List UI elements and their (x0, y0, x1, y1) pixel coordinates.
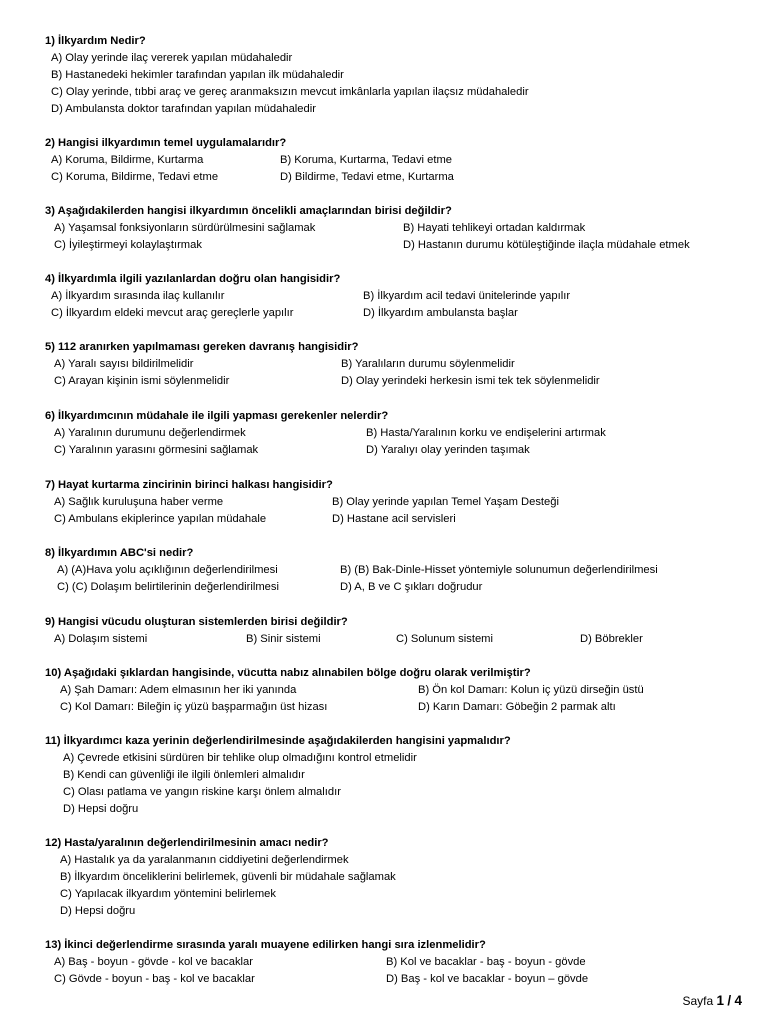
option-c: C) Olası patlama ve yangın riskine karşı önlem almalıdır (63, 786, 341, 798)
option-a: A) Sağlık kuruluşuna haber verme (54, 496, 224, 508)
option-a: A) Yaşamsal fonksiyonların sürdürülmesini sağlamak (54, 222, 316, 234)
option-b: B) Hastanedeki hekimler tarafından yapılan ilk müdahaledir (51, 69, 344, 81)
question-title: 3) Aşağıdakilerden hangisi ilkyardımın öncelikli amaçlarından birisi değildir? (45, 205, 452, 217)
page-number: 1 (716, 993, 725, 1008)
option-a: A) Çevrede etkisini sürdüren bir tehlike olup olmadığını kontrol etmelidir (63, 752, 417, 764)
option-a: A) Hastalık ya da yaralanmanın ciddiyetini değerlendirmek (60, 854, 349, 866)
question-6 (45, 408, 745, 459)
option-b: B) Olay yerinde yapılan Temel Yaşam Desteği (332, 496, 559, 508)
option-b: B) İlkyardım acil tedavi ünitelerinde yapılır (363, 290, 571, 302)
question-title: 4) İlkyardımla ilgili yazılanlardan doğru olan hangisidir? (45, 273, 341, 285)
option-a: A) İlkyardım sırasında ilaç kullanılır (51, 290, 225, 302)
question-title: 5) 112 aranırken yapılmaması gereken davranış hangisidir? (45, 341, 359, 353)
option-c: C) Olay yerinde, tıbbi araç ve gereç aranmaksızın mevcut imkânlarla yapılan ilaçsız müdahaledir (51, 86, 529, 98)
option-a: A) Dolaşım sistemi (54, 633, 148, 645)
option-a: A) Yaralının durumunu değerlendirmek (54, 427, 246, 439)
question-13 (45, 937, 745, 988)
option-d: D) Bildirme, Tedavi etme, Kurtarma (280, 171, 454, 183)
option-c: C) Yaralının yarasını görmesini sağlamak (54, 444, 259, 456)
option-c: C) Yapılacak ilkyardım yöntemini belirlemek (60, 888, 276, 900)
option-a: A) Baş - boyun - gövde - kol ve bacaklar (54, 956, 253, 968)
question-5 (45, 339, 745, 390)
option-a: A) Şah Damarı: Adem elmasının her iki yanında (60, 684, 297, 696)
question-title: 9) Hangisi vücudu oluşturan sistemlerden birisi değildir? (45, 616, 348, 628)
question-9 (45, 614, 745, 648)
question-title: 2) Hangisi ilkyardımın temel uygulamalarıdır? (45, 137, 287, 149)
question-2 (45, 135, 745, 186)
question-4 (45, 271, 745, 322)
question-title: 10) Aşağıdaki şıklardan hangisinde, vücutta nabız alınabilen bölge doğru olarak verilmiştir? (45, 667, 531, 679)
option-c: C) Ambulans ekiplerince yapılan müdahale (54, 513, 267, 525)
question-8 (45, 545, 745, 596)
question-title: 13) İkinci değerlendirme sırasında yaralı muayene edilirken hangi sıra izlenmelidir? (45, 939, 486, 951)
option-b: B) Koruma, Kurtarma, Tedavi etme (280, 154, 453, 166)
option-d: D) Hepsi doğru (63, 803, 139, 815)
option-c: C) İyileştirmeyi kolaylaştırmak (54, 239, 202, 251)
option-c: C) Gövde - boyun - baş - kol ve bacaklar (54, 973, 255, 985)
option-b: B) (B) Bak-Dinle-Hisset yöntemiyle solunumun değerlendirilmesi (340, 564, 658, 576)
option-d: D) Karın Damarı: Göbeğin 2 parmak altı (418, 701, 616, 713)
option-d: D) İlkyardım ambulansta başlar (363, 307, 518, 319)
question-title: 6) İlkyardımcının müdahale ile ilgili yapması gerekenler nelerdir? (45, 410, 389, 422)
question-3 (45, 203, 745, 254)
option-c: C) Solunum sistemi (396, 633, 493, 645)
option-c: C) Kol Damarı: Bileğin iç yüzü başparmağın üst hizası (60, 701, 328, 713)
option-b: B) Kendi can güvenliği ile ilgili önlemleri almalıdır (63, 769, 305, 781)
option-d: D) A, B ve C şıkları doğrudur (340, 581, 483, 593)
question-1 (45, 33, 745, 118)
question-title: 8) İlkyardımın ABC'si nedir? (45, 547, 194, 559)
option-a: A) Koruma, Bildirme, Kurtarma (51, 154, 204, 166)
option-c: C) Koruma, Bildirme, Tedavi etme (51, 171, 219, 183)
question-title: 11) İlkyardımcı kaza yerinin değerlendirilmesinde aşağıdakilerden hangisini yapmalıdır? (45, 735, 511, 747)
option-b: B) Sinir sistemi (246, 633, 321, 645)
option-d: D) Olay yerindeki herkesin ismi tek tek söylenmelidir (341, 375, 600, 387)
option-a: A) Olay yerinde ilaç vererek yapılan müdahaledir (51, 52, 293, 64)
option-c: C) (C) Dolaşım belirtilerinin değerlendirilmesi (57, 581, 279, 593)
option-b: B) Kol ve bacaklar - baş - boyun - gövde (386, 956, 586, 968)
option-a: A) (A)Hava yolu açıklığının değerlendirilmesi (57, 564, 278, 576)
question-7 (45, 477, 745, 528)
question-12 (45, 835, 745, 920)
option-b: B) Hasta/Yaralının korku ve endişelerini artırmak (366, 427, 606, 439)
option-d: D) Ambulansta doktor tarafından yapılan müdahaledir (51, 103, 316, 115)
page-separator: / (727, 993, 732, 1008)
option-c: C) Arayan kişinin ismi söylenmelidir (54, 375, 230, 387)
page-total: 4 (734, 993, 742, 1008)
question-title: 12) Hasta/yaralının değerlendirilmesinin amacı nedir? (45, 837, 329, 849)
question-title: 7) Hayat kurtarma zincirinin birinci halkası hangisidir? (45, 479, 333, 491)
page-label: Sayfa (682, 994, 714, 1008)
question-10 (45, 665, 745, 716)
option-d: D) Yaralıyı olay yerinden taşımak (366, 444, 530, 456)
page-footer (682, 993, 742, 1009)
option-c: C) İlkyardım eldeki mevcut araç gereçlerle yapılır (51, 307, 294, 319)
question-title: 1) İlkyardım Nedir? (45, 35, 146, 47)
option-b: B) Yaralıların durumu söylenmelidir (341, 358, 515, 370)
option-d: D) Hepsi doğru (60, 905, 136, 917)
option-d: D) Baş - kol ve bacaklar - boyun – gövde (386, 973, 589, 985)
option-b: B) Ön kol Damarı: Kolun iç yüzü dirseğin üstü (418, 684, 644, 696)
option-b: B) Hayati tehlikeyi ortadan kaldırmak (403, 222, 586, 234)
question-11 (45, 733, 745, 818)
option-d: D) Hastane acil servisleri (332, 513, 456, 525)
option-d: D) Böbrekler (580, 633, 643, 645)
option-b: B) İlkyardım önceliklerini belirlemek, güvenli bir müdahale sağlamak (60, 871, 396, 883)
option-d: D) Hastanın durumu kötüleştiğinde ilaçla müdahale etmek (403, 239, 690, 251)
option-a: A) Yaralı sayısı bildirilmelidir (54, 358, 194, 370)
